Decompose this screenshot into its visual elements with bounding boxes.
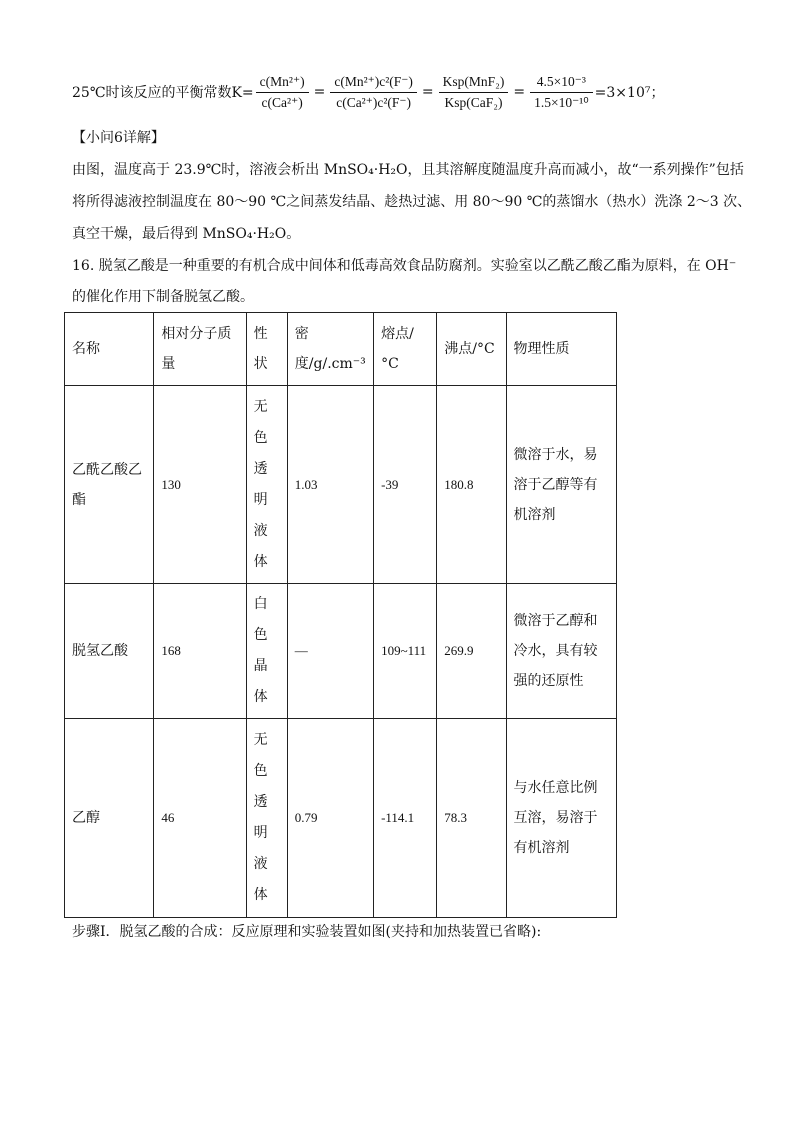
cell-boiling-point: 269.9 [437,584,506,719]
fraction-3 [439,72,509,113]
fraction-2-denominator: c(Ca²⁺)c²(F⁻) [336,94,412,110]
fraction-3-denominator: Ksp(CaF₂) [444,94,503,110]
cell-molecular-mass: 168 [154,584,246,719]
fraction-2-numerator: c(Mn²⁺)c²(F⁻) [334,73,413,89]
header-melting-point: 熔点/°C [374,313,437,386]
cell-density: 0.79 [287,719,373,918]
cell-melting-point: -39 [374,386,437,584]
cell-name: 乙醇 [65,719,154,918]
cell-molecular-mass: 130 [154,386,246,584]
fraction-1-numerator: c(Mn²⁺) [259,73,305,89]
cell-boiling-point: 78.3 [437,719,506,918]
cell-state: 无 色 透 明 液 体 [246,719,287,918]
table-row [65,719,617,918]
header-molecular-mass: 相对分子质量 [154,313,246,386]
cell-boiling-point: 180.8 [437,386,506,584]
cell-state: 白 色 晶 体 [246,584,287,719]
header-density: 密度/g/.cm⁻³ [287,313,373,386]
equilibrium-constant-formula: 25℃时该反应的平衡常数K= $\frac{\text{c(Mn²⁺)}}{\text{c(Ca²⁺)}}$ = $\frac{\text{c(Mn²⁺)c²(F⁻)}}{\text{c(Ca²⁺)c²(F⁻)}}$ = $\frac{\text{Ksp(MnF₂)}}{\text{Ksp(CaF₂)}}$ = $\frac{\text{4.5×10⁻³}}{\text{1.5×10⁻¹⁰}}$ =3×10⁷； [72,62,664,122]
sub-question-heading: 【小问6详解】 [72,130,165,146]
fraction-2 [330,72,417,113]
answer-line-1: 由图，温度高于 23.9℃时，溶液会析出 MnSO₄·H₂O，且其溶解度随温度升高而减小，故“一系列操作”包括 [72,162,744,178]
cell-density: 1.03 [287,386,373,584]
step-1-text: 步骤I．脱氢乙酸的合成：反应原理和实验装置如图(夹持和加热装置已省略): [72,924,542,940]
header-name: 名称 [65,313,154,386]
properties-table [64,312,617,918]
table-header-row [65,313,617,386]
cell-molecular-mass: 46 [154,719,246,918]
table-row [65,386,617,584]
question-16-line-2: 的催化作用下制备脱氢乙酸。 [72,289,254,305]
table-row [65,584,617,719]
header-physical-properties: 物理性质 [506,313,616,386]
cell-melting-point: -114.1 [374,719,437,918]
fraction-1-denominator: c(Ca²⁺) [261,94,303,110]
cell-state: 无 色 透 明 液 体 [246,386,287,584]
cell-physical-properties: 微溶于乙醇和冷水，具有较强的还原性 [506,584,616,719]
cell-physical-properties: 微溶于水，易溶于乙醇等有机溶剂 [506,386,616,584]
cell-name: 乙酰乙酸乙酯 [65,386,154,584]
fraction-4-numerator: 4.5×10⁻³ [536,73,586,89]
fraction-3-numerator: Ksp(MnF₂) [442,73,505,89]
header-state: 性状 [246,313,287,386]
formula-prefix: 25℃时该反应的平衡常数K= [72,85,254,101]
cell-density: — [287,584,373,719]
fraction-4 [530,72,593,113]
fraction-4-denominator: 1.5×10⁻¹⁰ [534,94,589,110]
cell-physical-properties: 与水任意比例互溶，易溶于有机溶剂 [506,719,616,918]
answer-line-2: 将所得滤液控制温度在 80～90 ℃之间蒸发结晶、趁热过滤、用 80～90 ℃的蒸馏水（热水）洗涤 2～3 次、 [72,194,752,210]
cell-melting-point: 109~111 [374,584,437,719]
question-16-line-1: 16. 脱氢乙酸是一种重要的有机合成中间体和低毒高效食品防腐剂。实验室以乙酰乙酸乙酯为原料，在 OH⁻ [72,258,737,274]
header-boiling-point: 沸点/°C [437,313,506,386]
formula-result: =3×10⁷； [594,85,665,101]
answer-line-3: 真空干燥，最后得到 MnSO₄·H₂O。 [72,226,301,242]
fraction-1 [256,72,309,113]
cell-name: 脱氢乙酸 [65,584,154,719]
